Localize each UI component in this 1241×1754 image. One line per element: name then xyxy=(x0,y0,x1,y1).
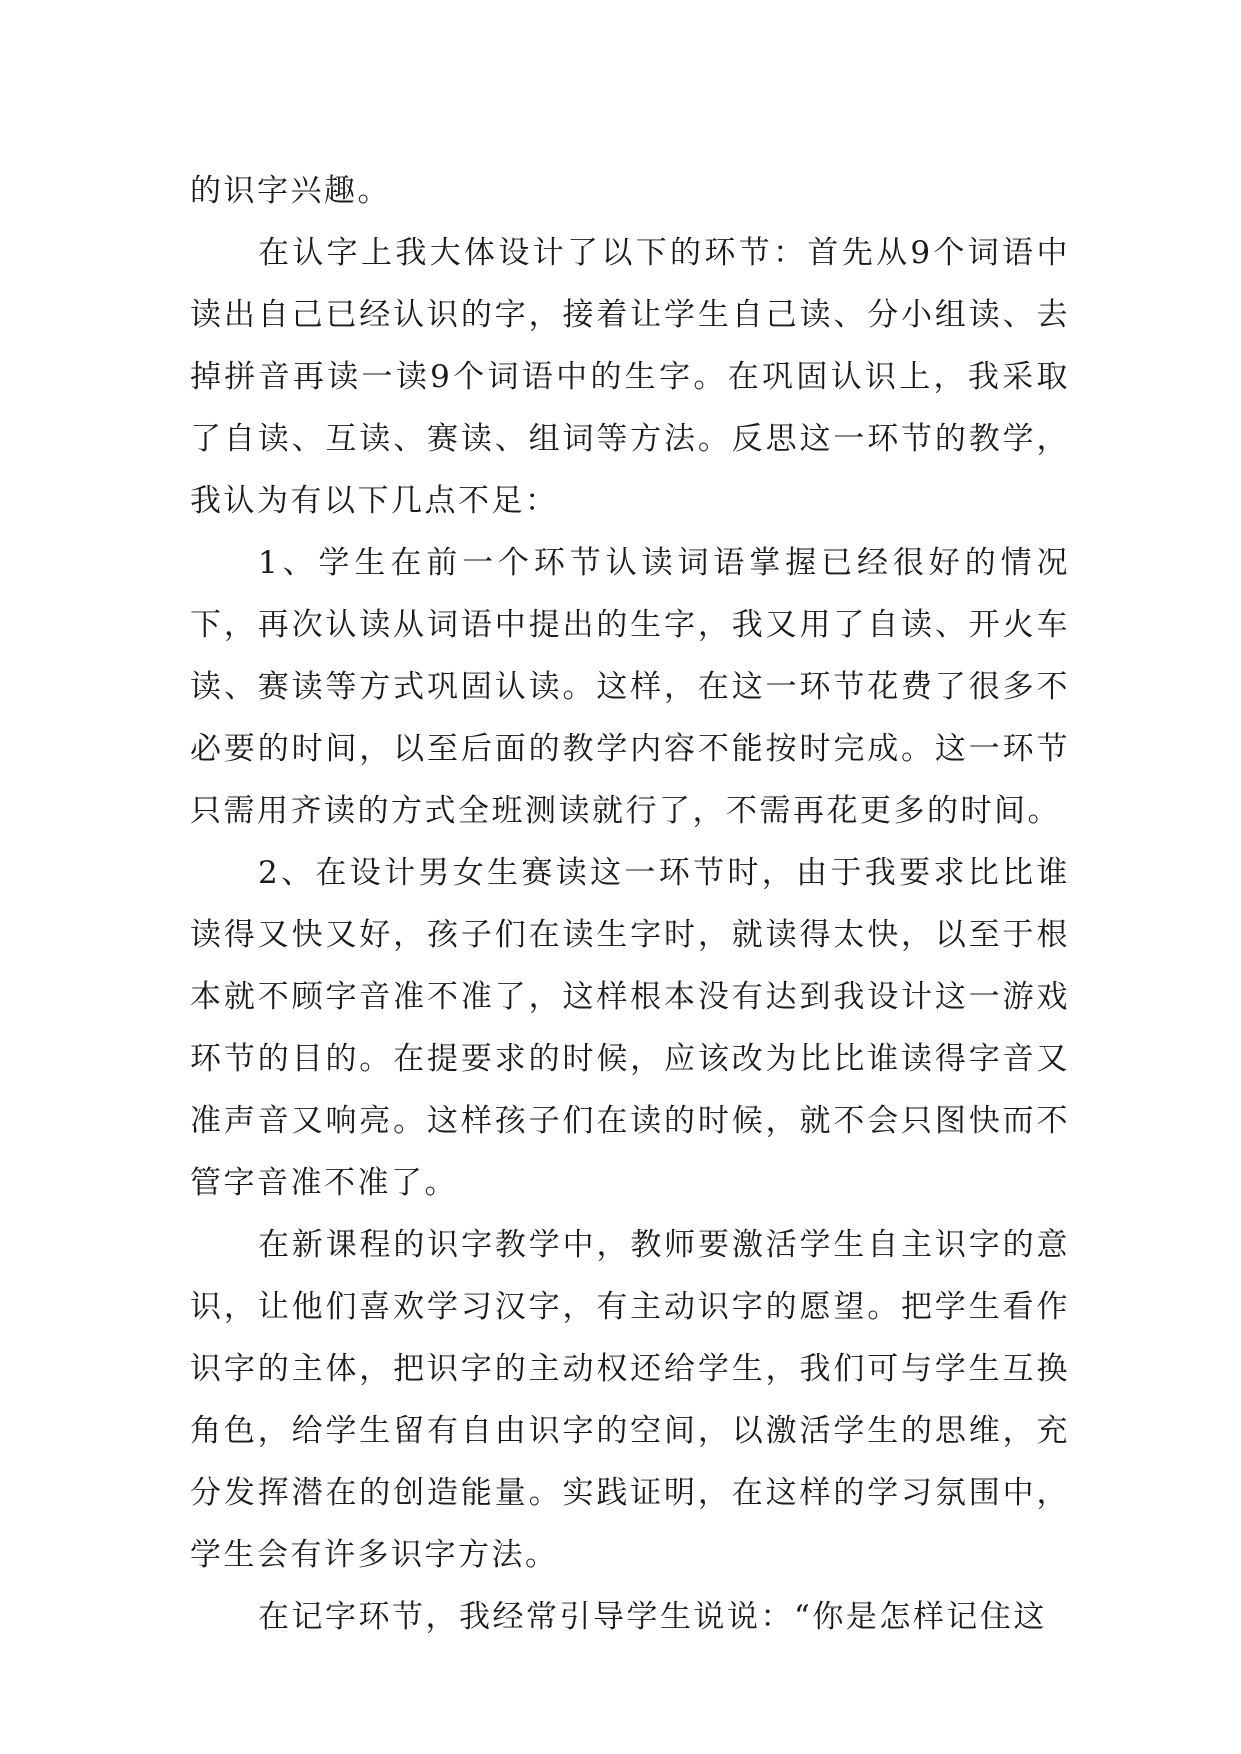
document-body xyxy=(190,160,1070,1648)
paragraph-3: 1、学生在前一个环节认读词语掌握已经很好的情况下，再次认读从词语中提出的生字，我又用了自读、开火车读、赛读等方式巩固认读。这样，在这一环节花费了很多不必要的时间，以至后面的教学内容不能按时完成。这一环节只需用齐读的方式全班测读就行了，不需再花更多的时间。 xyxy=(190,545,1070,829)
paragraph-6: 在记字环节，我经常引导学生说说：“你是怎样记住这 xyxy=(258,1599,1047,1635)
paragraph-5: 在新课程的识字教学中，教师要激活学生自主识字的意识，让他们喜欢学习汉字，有主动识字的愿望。把学生看作识字的主体，把识字的主动权还给学生，我们可与学生互换角色，给学生留有自由识字的空间，以激活学生的思维，充分发挥潜在的创造能量。实践证明，在这样的学习氛围中，学生会有许多识字方法。 xyxy=(190,1227,1070,1573)
paragraph-4: 2、在设计男女生赛读这一环节时，由于我要求比比谁读得又快又好，孩子们在读生字时，就读得太快，以至于根本就不顾字音准不准了，这样根本没有达到我设计这一游戏环节的目的。在提要求的时候，应该改为比比谁读得字音又准声音又响亮。这样孩子们在读的时候，就不会只图快而不管字音准不准了。 xyxy=(190,855,1070,1201)
paragraph-2: 在认字上我大体设计了以下的环节：首先从9个词语中读出自己已经认识的字，接着让学生自己读、分小组读、去掉拼音再读一读9个词语中的生字。在巩固认识上，我采取了自读、互读、赛读、组词等方法。反思这一环节的教学，我认为有以下几点不足： xyxy=(190,235,1070,519)
paragraph-1: 的识字兴趣。 xyxy=(190,173,391,209)
